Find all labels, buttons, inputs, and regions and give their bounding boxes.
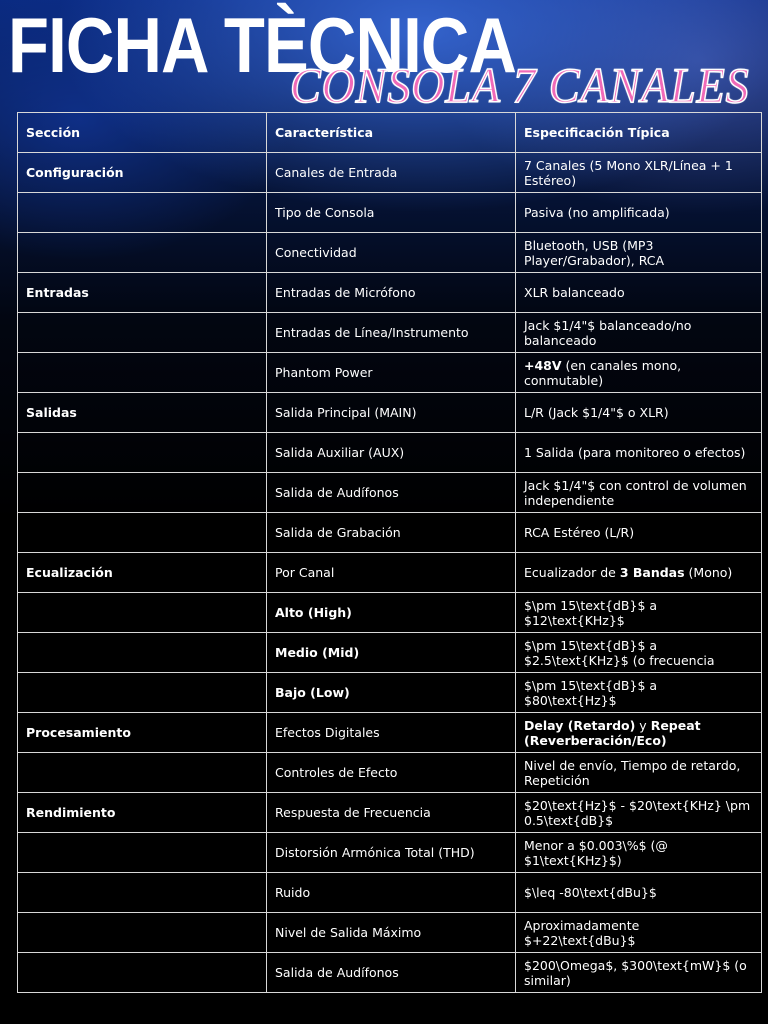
row-feature: Salida de Audífonos	[267, 473, 516, 513]
table-row	[18, 673, 762, 713]
spec-bold-text: Delay (Retardo)	[524, 717, 636, 733]
row-spec	[516, 553, 762, 593]
row-section: Entradas	[18, 273, 267, 313]
page-title: FICHA TÈCNICA	[8, 1, 517, 89]
table-row	[18, 553, 762, 593]
row-feature: Salida de Audífonos	[267, 953, 516, 993]
row-feature: Alto (High)	[267, 593, 516, 633]
row-section	[18, 513, 267, 553]
row-spec: 1 Salida (para monitoreo o efectos)	[516, 433, 762, 473]
row-feature: Tipo de Consola	[267, 193, 516, 233]
row-feature: Nivel de Salida Máximo	[267, 913, 516, 953]
row-section	[18, 673, 267, 713]
row-section	[18, 353, 267, 393]
spec-table	[17, 112, 762, 993]
row-section	[18, 313, 267, 353]
row-feature: Salida Auxiliar (AUX)	[267, 433, 516, 473]
row-feature: Conectividad	[267, 233, 516, 273]
spec-text: (en canales mono, conmutable)	[524, 357, 682, 388]
row-feature: Salida Principal (MAIN)	[267, 393, 516, 433]
table-row	[18, 273, 762, 313]
row-spec: Jack $1/4"$ balanceado/no balanceado	[516, 313, 762, 353]
spec-text: Ecualizador de	[524, 565, 620, 580]
row-feature: Distorsión Armónica Total (THD)	[267, 833, 516, 873]
table-row	[18, 233, 762, 273]
table-row	[18, 873, 762, 913]
row-spec: $\pm 15\text{dB}$ a $12\text{KHz}$	[516, 593, 762, 633]
table-row	[18, 913, 762, 953]
row-spec: $\pm 15\text{dB}$ a $2.5\text{KHz}$ (o frecuencia	[516, 633, 762, 673]
table-row	[18, 753, 762, 793]
row-section: Rendimiento	[18, 793, 267, 833]
row-spec: $\leq -80\text{dBu}$	[516, 873, 762, 913]
table-row	[18, 793, 762, 833]
row-spec: Menor a $0.003\%$ (@ $1\text{KHz}$)	[516, 833, 762, 873]
row-feature: Canales de Entrada	[267, 153, 516, 193]
row-section	[18, 913, 267, 953]
table-row	[18, 953, 762, 993]
row-feature: Salida de Grabación	[267, 513, 516, 553]
row-section	[18, 873, 267, 913]
spec-text: (Mono)	[684, 565, 733, 580]
row-section: Procesamiento	[18, 713, 267, 753]
page-subtitle: CONSOLA 7 CANALES	[290, 57, 750, 113]
row-feature: Ruido	[267, 873, 516, 913]
table-row	[18, 833, 762, 873]
row-spec	[516, 713, 762, 753]
table-row	[18, 593, 762, 633]
row-section	[18, 753, 267, 793]
row-feature: Entradas de Micrófono	[267, 273, 516, 313]
row-spec: Pasiva (no amplificada)	[516, 193, 762, 233]
row-section	[18, 953, 267, 993]
spec-text: y	[635, 717, 651, 733]
table-row	[18, 433, 762, 473]
table-row	[18, 193, 762, 233]
row-section: Ecualización	[18, 553, 267, 593]
table-row	[18, 153, 762, 193]
row-feature: Entradas de Línea/Instrumento	[267, 313, 516, 353]
spec-bold-text: 3 Bandas	[619, 565, 685, 580]
table-row	[18, 633, 762, 673]
row-section: Salidas	[18, 393, 267, 433]
row-spec	[516, 353, 762, 393]
row-feature: Por Canal	[267, 553, 516, 593]
row-spec: Aproximadamente $+22\text{dBu}$	[516, 913, 762, 953]
row-section	[18, 193, 267, 233]
row-spec: 7 Canales (5 Mono XLR/Línea + 1 Estéreo)	[516, 153, 762, 193]
row-feature: Medio (Mid)	[267, 633, 516, 673]
column-header-feature: Característica	[267, 113, 516, 153]
table-row	[18, 513, 762, 553]
row-spec: XLR balanceado	[516, 273, 762, 313]
row-section: Configuración	[18, 153, 267, 193]
row-spec: $\pm 15\text{dB}$ a $80\text{Hz}$	[516, 673, 762, 713]
row-feature: Phantom Power	[267, 353, 516, 393]
row-spec: L/R (Jack $1/4"$ o XLR)	[516, 393, 762, 433]
row-spec: RCA Estéreo (L/R)	[516, 513, 762, 553]
row-section	[18, 833, 267, 873]
spec-bold-text: Repeat (Reverberación/Eco)	[524, 717, 701, 748]
table-row	[18, 473, 762, 513]
row-spec: $200\Omega$, $300\text{mW}$ (o similar)	[516, 953, 762, 993]
row-feature: Controles de Efecto	[267, 753, 516, 793]
row-section	[18, 593, 267, 633]
row-spec: Nivel de envío, Tiempo de retardo, Repetición	[516, 753, 762, 793]
row-spec: Jack $1/4"$ con control de volumen independiente	[516, 473, 762, 513]
row-section	[18, 633, 267, 673]
table-row	[18, 393, 762, 433]
table-row	[18, 353, 762, 393]
row-feature: Bajo (Low)	[267, 673, 516, 713]
table-row	[18, 313, 762, 353]
column-header-section: Sección	[18, 113, 267, 153]
row-section	[18, 433, 267, 473]
row-feature: Efectos Digitales	[267, 713, 516, 753]
column-header-spec: Especificación Típica	[516, 113, 762, 153]
spec-bold-text: +48V	[524, 357, 562, 373]
row-section	[18, 473, 267, 513]
row-section	[18, 233, 267, 273]
row-spec: $20\text{Hz}$ - $20\text{KHz} \pm 0.5\text{dB}$	[516, 793, 762, 833]
row-feature: Respuesta de Frecuencia	[267, 793, 516, 833]
table-header-row	[18, 113, 762, 153]
table-row	[18, 713, 762, 753]
row-spec: Bluetooth, USB (MP3 Player/Grabador), RCA	[516, 233, 762, 273]
